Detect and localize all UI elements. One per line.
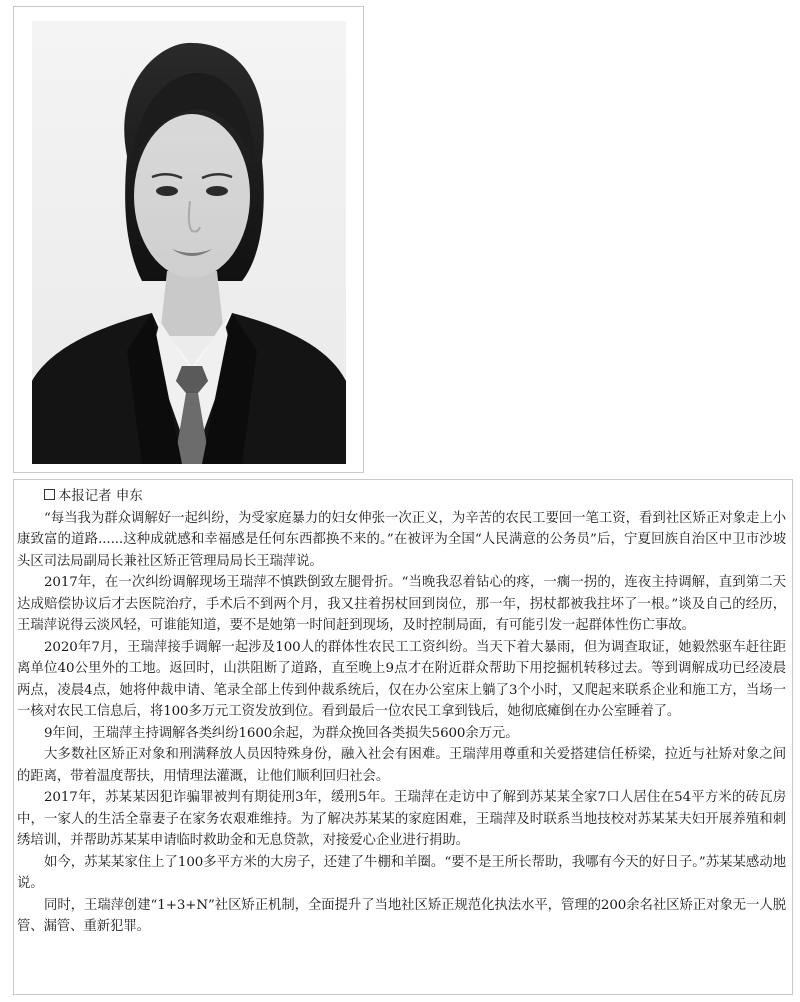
paragraph: “每当我为群众调解好一起纠纷，为受家庭暴力的妇女伸张一次正义，为辛苦的农民工要回一笔工资，看到社区矫正对象走上小康致富的道路......这种成就感和幸福感是任何东西都换不来的。”在被评为全国“人民满意的公务员”后，宁夏回族自治区中卫市沙坡头区司法局副局长兼社区矫正管理局局长王瑞萍说。 [17, 510, 786, 569]
paragraph: 2020年7月，王瑞萍接手调解一起涉及100人的群体性农民工工资纠纷。当天下着大暴雨，但为调查取证，她毅然驱车赶往距离单位40公里外的工地。返回时，山洪阻断了道路，直至晚上9点才在附近群众帮助下用挖掘机转移过去。等到调解成功已经凌晨两点，凌晨4点，她将仲裁申请、笔录全部上传到仲裁系统后，仅在办公室床上躺了3个小时，又爬起来联系企业和施工方，当场一一核对农民工信息后，将100多万元工资发放到位。看到最后一位农民工拿到钱后，她彻底瘫倒在办公室睡着了。 [17, 639, 786, 719]
portrait-photo-frame [13, 6, 364, 473]
byline-reporter: 本报记者 申东 [58, 489, 143, 504]
article-body [13, 479, 793, 995]
square-icon [44, 489, 55, 500]
portrait-photo [32, 21, 346, 464]
paragraph: 2017年，在一次纠纷调解现场王瑞萍不慎跌倒致左腿骨折。“当晚我忍着钻心的疼，一瘸一拐的，连夜主持调解，直到第二天达成赔偿协议后才去医院治疗，手术后不到两个月，我又拄着拐杖回到岗位，那一年，拐杖都被我拄坏了一根。”谈及自己的经历，王瑞萍说得云淡风轻，可谁能知道，要不是她第一时间赶到现场，及时控制局面，有可能引发一起群体性伤亡事故。 [17, 575, 786, 633]
paragraph: 9年间，王瑞萍主持调解各类纠纷1600余起，为群众挽回各类损失5600余万元。 [44, 725, 519, 741]
paragraph: 同时，王瑞萍创建“1+3+N”社区矫正机制，全面提升了当地社区矫正规范化执法水平，管理的200余名社区矫正对象无一人脱管、漏管、重新犯罪。 [17, 897, 786, 934]
paragraph: 如今，苏某某家住上了100多平方米的大房子，还建了牛棚和羊圈。“要不是王所长帮助，我哪有今天的好日子。”苏某某感动地说。 [17, 854, 786, 891]
paragraph: 2017年，苏某某因犯诈骗罪被判有期徒刑3年，缓刑5年。王瑞萍在走访中了解到苏某某全家7口人居住在54平方米的砖瓦房中，一家人的生活全靠妻子在家务农艰难维持。为了解决苏某某的家庭困难，王瑞萍及时联系当地技校对苏某某夫妇开展养殖和刺绣培训，并帮助苏某某申请临时救助金和无息贷款，对接爱心企业进行捐助。 [17, 790, 786, 848]
paragraph: 大多数社区矫正对象和刑满释放人员因特殊身份，融入社会有困难。王瑞萍用尊重和关爱搭建信任桥梁，拉近与社矫对象之间的距离，带着温度帮扶，用情理法灌溉，让他们顺利回归社会。 [17, 747, 786, 784]
portrait-illustration [32, 21, 346, 464]
byline [17, 486, 786, 508]
